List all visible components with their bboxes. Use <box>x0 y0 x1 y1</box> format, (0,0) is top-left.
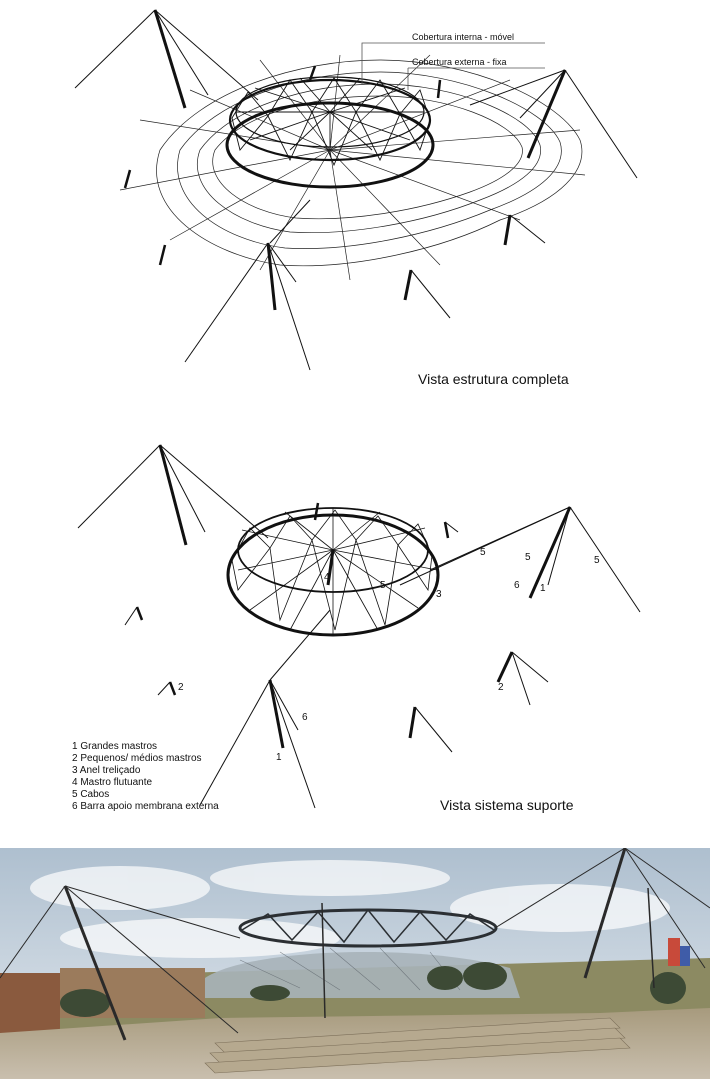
marker-2-right: 2 <box>498 682 504 693</box>
view-title-support: Vista sistema suporte <box>440 797 574 813</box>
marker-1-lower: 1 <box>276 752 282 763</box>
building-right-red <box>668 938 680 966</box>
marker-5-ring: 5 <box>380 580 386 591</box>
legend-item: 6 Barra apoio membrana externa <box>72 801 219 812</box>
site-render-photo <box>0 848 710 1079</box>
callout-outer-cover: Cobertura externa - fixa <box>412 57 507 67</box>
render-illustration <box>0 848 710 1079</box>
legend-item: 3 Anel treliçado <box>72 765 141 776</box>
legend-item: 4 Mastro flutuante <box>72 777 153 788</box>
masts <box>75 10 637 370</box>
marker-5-right: 5 <box>594 555 600 566</box>
marker-2: 2 <box>178 682 184 693</box>
marker-6-lower: 6 <box>302 712 308 723</box>
legend <box>72 741 219 813</box>
legend-item: 1 Grandes mastros <box>72 741 158 752</box>
truss-ring <box>227 77 433 187</box>
marker-1: 1 <box>540 583 546 594</box>
complete-structure-drawing <box>0 0 710 400</box>
marker-4: 4 <box>324 572 330 583</box>
building-left <box>0 973 60 1033</box>
complete-structure-view <box>0 0 710 400</box>
marker-3: 3 <box>436 589 442 600</box>
marker-5-cable: 5 <box>480 547 486 558</box>
building-right-blue <box>680 946 690 966</box>
marker-5-mast: 5 <box>525 552 531 563</box>
marker-6: 6 <box>514 580 520 591</box>
support-ring <box>228 508 438 635</box>
legend-item: 2 Pequenos/ médios mastros <box>72 753 202 764</box>
callout-inner-cover: Cobertura interna - móvel <box>412 32 515 42</box>
view-title-complete: Vista estrutura completa <box>418 371 569 387</box>
legend-item: 5 Cabos <box>72 789 110 800</box>
